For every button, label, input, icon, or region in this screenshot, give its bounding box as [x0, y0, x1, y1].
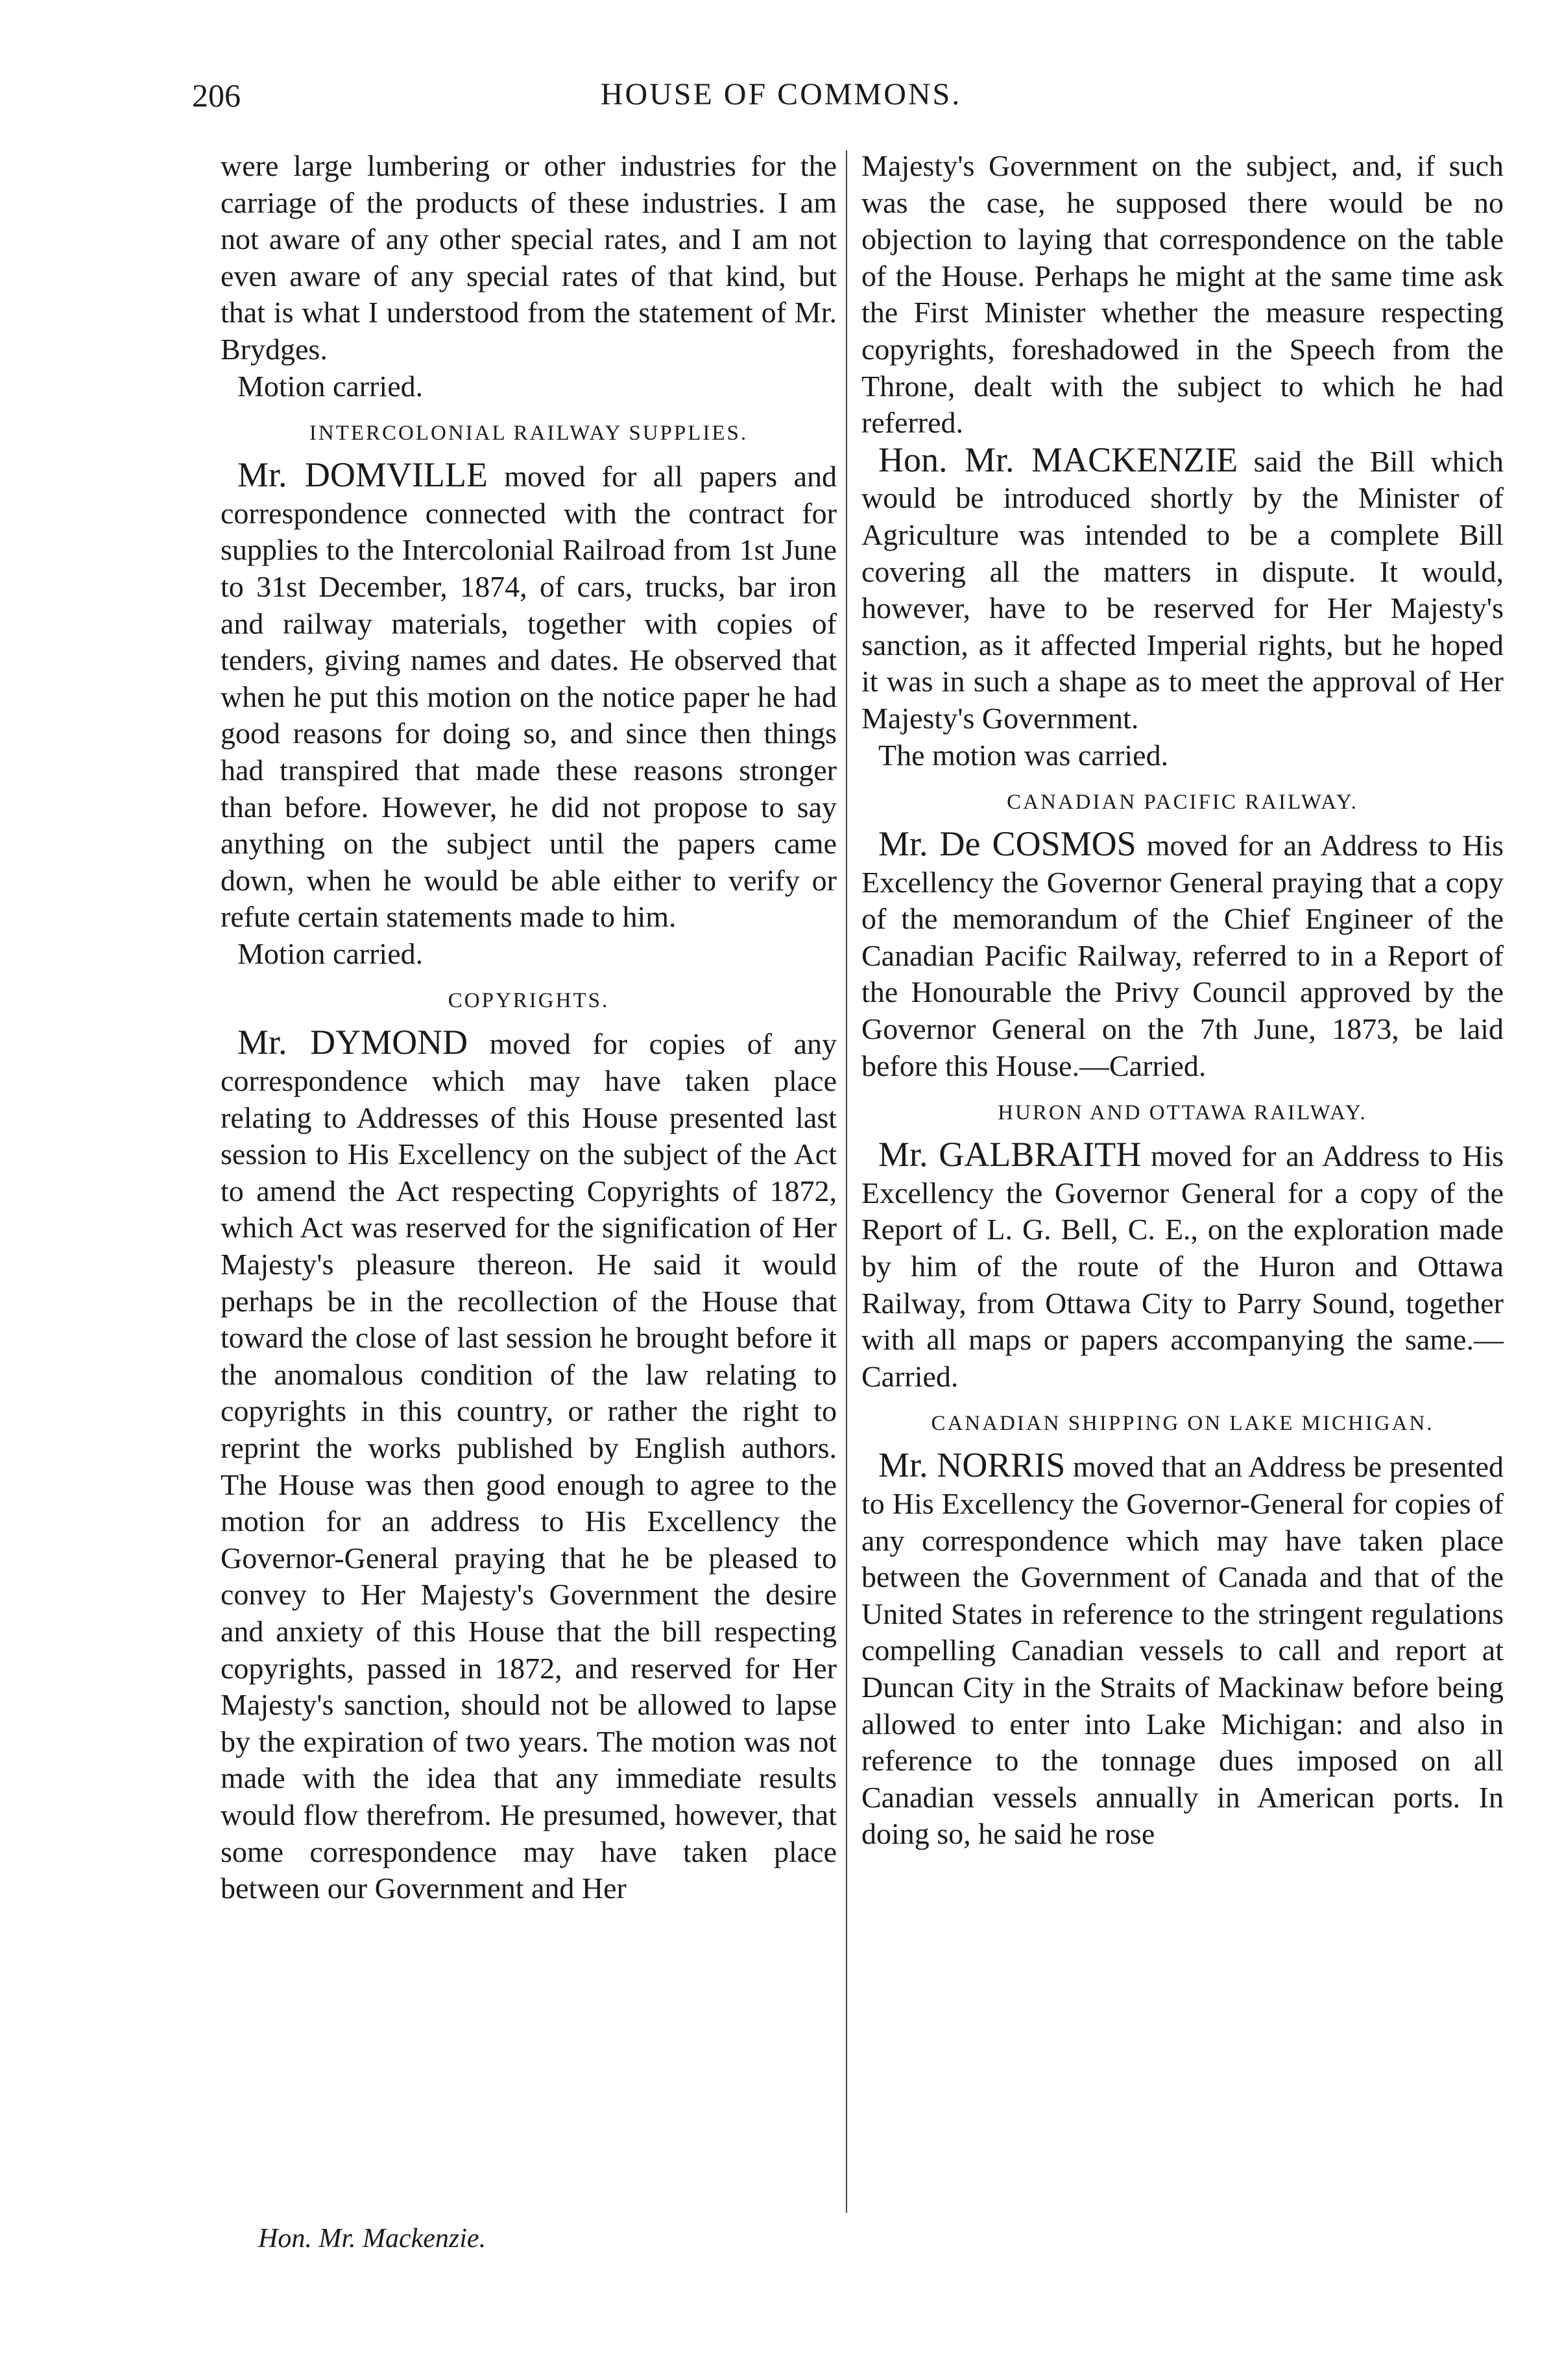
paragraph-text: moved for all papers and correspondence connected with the contract for supplies to the Intercolonial Railroad from 1st June to 31st December, 1874, of cars, trucks, bar iron and railway materials, together with copies of tenders, giving names and dates. He observed that when he put this motion on the notice paper he had good reasons for doing so, and since then things had transpired that made these reasons stronger than before. However, he did not propose to say anything on the subject until the papers came down, when he would be able either to verify or refute certain statements made to him. [221, 460, 837, 934]
page-header [0, 77, 1562, 122]
page-number: 206 [192, 77, 241, 113]
paragraph-text: moved for an Address to His Excellency the Governor General for a copy of the Report of L. G. Bell, C. E., on the exploration made by him of the route of the Huron and Ottawa Railway, from Ottawa City to Parry Sound, together with all maps or papers accompanying the same.—Carried. [861, 1139, 1504, 1393]
paragraph [861, 1447, 1504, 1853]
footer-catchword: Hon. Mr. Mackenzie. [258, 2224, 487, 2254]
paragraph [861, 826, 1504, 1084]
section-heading: CANADIAN SHIPPING ON LAKE MICHIGAN. [931, 1412, 1434, 1436]
left-column [221, 148, 837, 1907]
section-heading: HURON AND OTTAWA RAILWAY. [998, 1101, 1367, 1125]
paragraph: Majesty's Government on the subject, and, if such was the case, he supposed there would be no objection to laying that correspondence on the table of the House. Perhaps he might at the same time ask the First Minister whether the measure respecting copyrights, foreshadowed in the Speech from the Throne, dealt with the subject to which he had referred. [861, 149, 1504, 440]
paragraph: The motion was carried. [878, 738, 1169, 772]
column-divider [846, 150, 847, 2213]
right-column [861, 148, 1504, 1853]
paragraph: Motion carried. [237, 936, 424, 970]
paragraph-text: said the Bill which would be introduced shortly by the Minister of Agriculture was intended to be a complete Bill covering all the matters in dispute. It would, however, have to be reserved for Her Majesty's sanction, as it affected Imperial rights, but he hoped it was in such a shape as to meet the approval of Her Majesty's Government. [861, 444, 1504, 735]
section-heading: CANADIAN PACIFIC RAILWAY. [1007, 791, 1358, 815]
speaker-name: Mr. GALBRAITH [878, 1135, 1142, 1174]
speaker-name: Mr. De COSMOS [878, 824, 1136, 864]
paragraph-text: moved for copies of any correspondence which may have taken place relating to Addresses of this House presented last session to His Excellency on the subject of the Act to amend the Act respecting Copyrights of 1872, which Act was reserved for the signification of Her Majesty's pleasure thereon. He said it would perhaps be in the recollection of the House that toward the close of last session he brought before it the anomalous condition of the law relating to copyrights in this country, or rather the right to reprint the works published by English authors. The House was then good enough to agree to the motion for an address to His Excellency the Governor-General praying that he be pleased to convey to Her Majesty's Government the desire and anxiety of this House that the bill respecting copyrights, passed in 1872, and reserved for Her Majesty's sanction, should not be allowed to lapse by the expiration of two years. The motion was not made with the idea that any immediate results would flow therefrom. He presumed, however, that some correspondence may have taken place between our Government and Her [221, 1027, 837, 1905]
paragraph [221, 1024, 837, 1907]
running-title: HOUSE OF COMMONS. [600, 77, 962, 112]
speaker-name: Hon. Mr. MACKENZIE [878, 440, 1238, 479]
paragraph-text: moved that an Address be presented to His Excellency the Governor-General for copies of any correspondence which may have taken place between the Government of Canada and that of the United States in reference to the stringent regulations compelling Canadian vessels to call and report at Duncan City in the Straits of Mackinaw before being allowed to enter into Lake Michigan: and also in reference to the tonnage dues imposed on all Canadian vessels annually in American ports. In doing so, he said he rose [861, 1450, 1504, 1851]
speaker-name: Mr. DYMOND [237, 1023, 468, 1062]
speaker-name: Mr. DOMVILLE [237, 455, 488, 495]
paragraph-text: moved for an Address to His Excellency the Governor General praying that a copy of the memorandum of the Chief Engineer of the Canadian Pacific Railway, referred to in a Report of the Honourable the Privy Council approved by the Governor General on the 7th June, 1873, be laid before this House.—Carried. [861, 829, 1504, 1082]
speaker-name: Mr. NORRIS [878, 1446, 1066, 1485]
paragraph: were large lumbering or other industries for the carriage of the products of these industries. I am not aware of any other special rates, and I am not even aware of any special rates of that kind, but that is what I understood from the statement of Mr. Brydges. [221, 149, 837, 366]
paragraph [221, 457, 837, 936]
paragraph: Motion carried. [237, 369, 424, 403]
section-heading: COPYRIGHTS. [448, 989, 610, 1013]
paragraph [861, 442, 1504, 737]
section-heading: INTERCOLONIAL RAILWAY SUPPLIES. [309, 422, 749, 446]
paragraph [861, 1136, 1504, 1395]
